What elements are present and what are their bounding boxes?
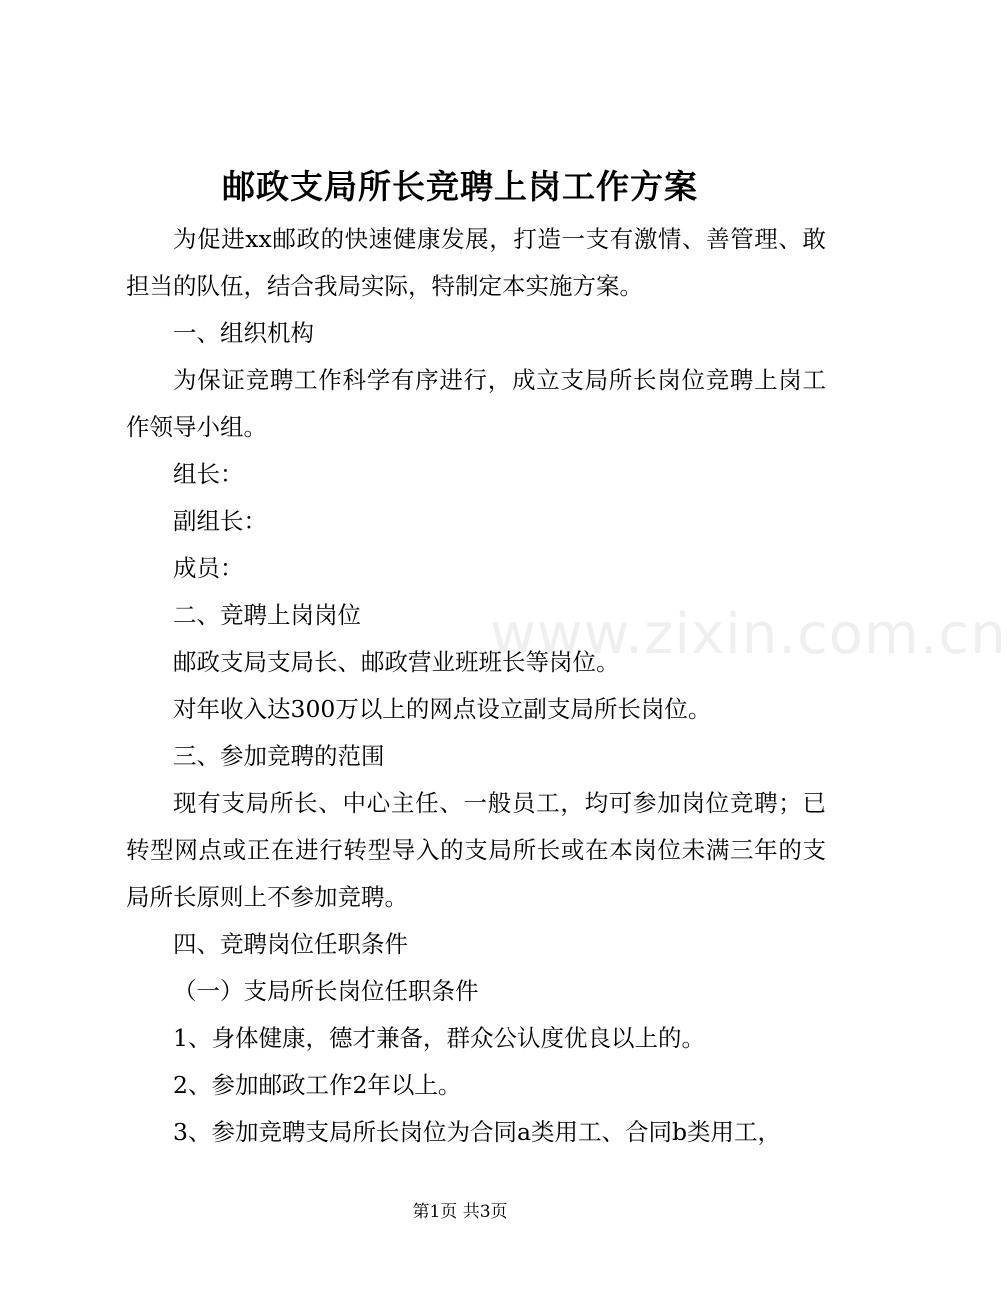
section-heading-1: 一、组织机构: [173, 319, 314, 347]
paragraph-intro: 为促进xx邮政的快速健康发展，打造一支有激情、善管理、敢担当的队伍，结合我局实际，特制定本实施方案。: [126, 225, 826, 300]
condition-item-3: 3、参加竞聘支局所长岗位为合同a类用工、合同b类用工，: [173, 1118, 782, 1146]
condition-item-2: 2、参加邮政工作2年以上。: [173, 1071, 462, 1099]
condition-item-1: 1、身体健康，德才兼备，群众公认度优良以上的。: [173, 1024, 705, 1052]
paragraph-deputy-positions: 对年收入达300万以上的网点设立副支局所长岗位。: [173, 695, 712, 723]
paragraph-organization: 为保证竞聘工作科学有序进行，成立支局所长岗位竞聘上岗工作领导小组。: [126, 366, 826, 441]
paragraph-members: 成员：: [173, 554, 244, 582]
section-heading-2: 二、竞聘上岗岗位: [173, 601, 361, 629]
document-body: [126, 216, 826, 1156]
document-title: 邮政支局所长竞聘上岗工作方案: [222, 167, 698, 206]
paragraph-deputy-leader: 副组长：: [173, 507, 267, 535]
section-heading-3: 三、参加竞聘的范围: [173, 742, 385, 770]
watermark: www.zixin.com.cn: [490, 602, 1007, 667]
page-footer: 第1页 共3页: [412, 1202, 508, 1222]
subsection-heading-1: （一）支局所长岗位任职条件: [173, 977, 479, 1005]
section-heading-4: 四、竞聘岗位任职条件: [173, 930, 408, 958]
paragraph-scope: 现有支局所长、中心主任、一般员工，均可参加岗位竞聘；已转型网点或正在进行转型导入的支局所长或在本岗位未满三年的支局所长原则上不参加竞聘。: [126, 789, 826, 911]
paragraph-leader: 组长：: [173, 460, 244, 488]
paragraph-positions: 邮政支局支局长、邮政营业班班长等岗位。: [173, 648, 620, 676]
